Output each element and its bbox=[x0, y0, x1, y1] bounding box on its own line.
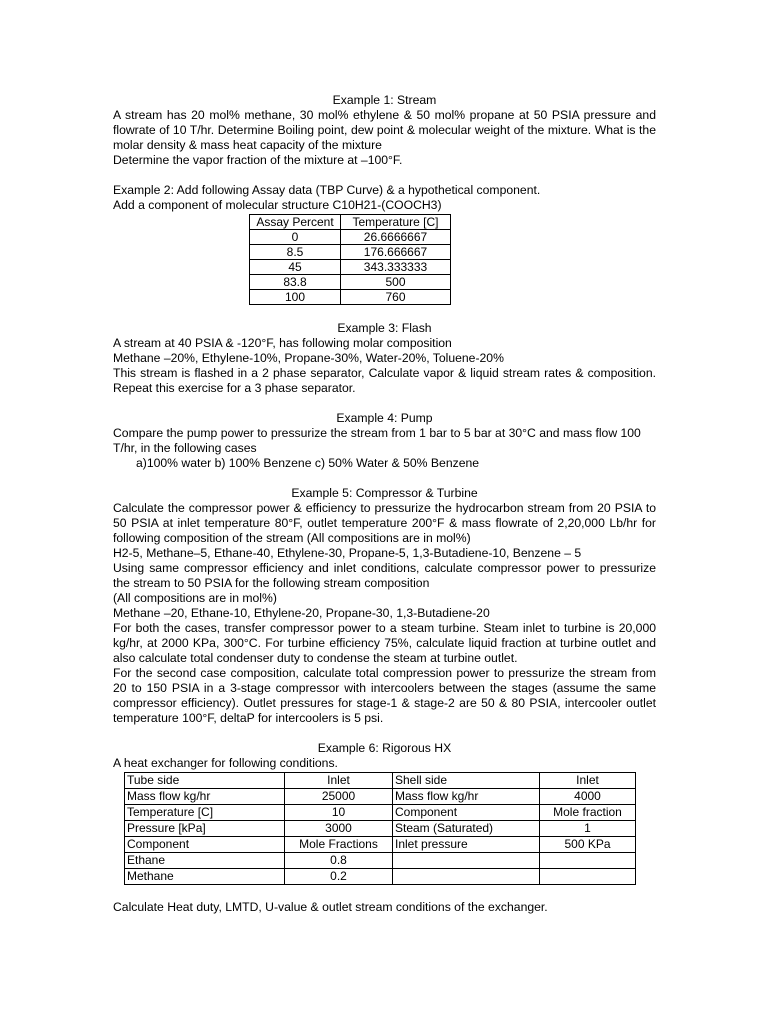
table-cell: 0 bbox=[250, 230, 341, 245]
example-5-text: Using same compressor efficiency and inlet conditions, calculate compressor power to pressurize the stream to 50 PSIA for the following stream composition bbox=[113, 561, 656, 590]
table-cell: 45 bbox=[250, 260, 341, 275]
table-cell: 0.2 bbox=[285, 869, 393, 885]
example-5-text: Calculate the compressor power & efficiency to pressurize the hydrocarbon stream from 20 PSIA to 50 PSIA at inlet temperature 80°F, outlet temperature 200°F & mass flowrate of 2,20,000 Lb/hr for following composition of the stream (All compositions are in mol%) bbox=[113, 501, 656, 545]
table-row bbox=[125, 869, 636, 885]
example-3-text: A stream at 40 PSIA & -120°F, has following molar composition bbox=[113, 336, 452, 350]
table-cell: 26.6666667 bbox=[341, 230, 451, 245]
assay-table bbox=[249, 214, 451, 305]
table-cell: Pressure [kPa] bbox=[125, 821, 285, 837]
example-6-title: Example 6: Rigorous HX bbox=[317, 741, 452, 755]
table-row bbox=[125, 853, 636, 869]
table-cell: 3000 bbox=[285, 821, 393, 837]
table-cell: Tube side bbox=[125, 773, 285, 789]
example-2-text: Add a component of molecular structure C10H21-(COOCH3) bbox=[113, 198, 442, 212]
example-6-closing: Calculate Heat duty, LMTD, U-value & outlet stream conditions of the exchanger. bbox=[113, 900, 548, 914]
table-cell: 8.5 bbox=[250, 245, 341, 260]
table-cell: Inlet bbox=[540, 773, 636, 789]
example-3-text: Methane –20%, Ethylene-10%, Propane-30%, Water-20%, Toluene-20% bbox=[113, 351, 504, 365]
table-cell: Component bbox=[125, 837, 285, 853]
table-cell: Ethane bbox=[125, 853, 285, 869]
table-cell: Mass flow kg/hr bbox=[125, 789, 285, 805]
table-cell: 25000 bbox=[285, 789, 393, 805]
table-row bbox=[250, 230, 451, 245]
table-cell: Methane bbox=[125, 869, 285, 885]
example-4-text: Compare the pump power to pressurize the stream from 1 bar to 5 bar at 30°C and mass flow 100 T/hr, in the following cases bbox=[113, 426, 641, 455]
example-5-text: H2-5, Methane–5, Ethane-40, Ethylene-30, Propane-5, 1,3-Butadiene-10, Benzene – 5 bbox=[113, 546, 582, 560]
table-cell: Shell side bbox=[393, 773, 540, 789]
table-cell: 1 bbox=[540, 821, 636, 837]
table-row bbox=[125, 821, 636, 837]
table-row bbox=[250, 260, 451, 275]
table-cell: 760 bbox=[341, 290, 451, 305]
table-header-row bbox=[250, 215, 451, 230]
example-1-title: Example 1: Stream bbox=[332, 93, 437, 107]
table-cell: 176.666667 bbox=[341, 245, 451, 260]
table-row bbox=[250, 275, 451, 290]
table-row bbox=[250, 290, 451, 305]
example-1-text: A stream has 20 mol% methane, 30 mol% ethylene & 50 mol% propane at 50 PSIA pressure and flowrate of 10 T/hr. Determine Boiling point, dew point & molecular weight of the mixture. What is the molar density & mass heat capacity of the mixture bbox=[113, 108, 656, 152]
table-cell: 0.8 bbox=[285, 853, 393, 869]
table-cell: Steam (Saturated) bbox=[393, 821, 540, 837]
table-row bbox=[125, 789, 636, 805]
table-header-cell: Temperature [C] bbox=[341, 215, 451, 230]
table-cell: Component bbox=[393, 805, 540, 821]
table-cell: Inlet bbox=[285, 773, 393, 789]
table-cell: Temperature [C] bbox=[125, 805, 285, 821]
heat-exchanger-table bbox=[124, 772, 636, 885]
table-cell bbox=[393, 853, 540, 869]
table-cell: 4000 bbox=[540, 789, 636, 805]
table-row bbox=[125, 837, 636, 853]
table-cell: 100 bbox=[250, 290, 341, 305]
example-3-text: This stream is flashed in a 2 phase separator, Calculate vapor & liquid stream rates & composition. Repeat this exercise for a 3 phase separator. bbox=[113, 366, 656, 395]
example-5-text: For both the cases, transfer compressor power to a steam turbine. Steam inlet to turbine is 20,000 kg/hr, at 2000 KPa, 300°C. For turbine efficiency 75%, calculate liquid fraction at turbine outlet and also calculate total condenser duty to condense the steam at turbine outlet. bbox=[113, 621, 656, 665]
table-cell: 500 KPa bbox=[540, 837, 636, 853]
table-header-cell: Assay Percent bbox=[250, 215, 341, 230]
table-cell: 500 bbox=[341, 275, 451, 290]
table-cell bbox=[540, 869, 636, 885]
table-cell: Inlet pressure bbox=[393, 837, 540, 853]
example-3-title: Example 3: Flash bbox=[337, 321, 432, 335]
example-1-text: Determine the vapor fraction of the mixture at –100°F. bbox=[113, 153, 403, 167]
example-5-text: Methane –20, Ethane-10, Ethylene-20, Propane-30, 1,3-Butadiene-20 bbox=[113, 606, 490, 620]
table-cell bbox=[540, 853, 636, 869]
table-row bbox=[125, 805, 636, 821]
example-6-intro: A heat exchanger for following conditions. bbox=[113, 756, 338, 770]
table-cell: Mole fraction bbox=[540, 805, 636, 821]
example-4-cases: a)100% water b) 100% Benzene c) 50% Water & 50% Benzene bbox=[136, 456, 480, 470]
example-5-text: For the second case composition, calculate total compression power to pressurize the stream from 20 to 150 PSIA in a 3-stage compressor with intercoolers between the stages (assume the same compressor efficiency). Outlet pressures for stage-1 & stage-2 are 50 & 80 PSIA, intercooler outlet temperature 100°F, deltaP for intercoolers is 5 psi. bbox=[113, 666, 656, 725]
example-2-title: Example 2: Add following Assay data (TBP Curve) & a hypothetical component. bbox=[113, 183, 541, 197]
table-row bbox=[125, 773, 636, 789]
table-cell bbox=[393, 869, 540, 885]
example-4-title: Example 4: Pump bbox=[336, 411, 433, 425]
table-cell: 343.333333 bbox=[341, 260, 451, 275]
table-cell: 83.8 bbox=[250, 275, 341, 290]
document-page bbox=[113, 93, 656, 915]
table-cell: Mass flow kg/hr bbox=[393, 789, 540, 805]
example-5-text: (All compositions are in mol%) bbox=[113, 591, 277, 605]
example-5-title: Example 5: Compressor & Turbine bbox=[291, 486, 478, 500]
table-cell: 10 bbox=[285, 805, 393, 821]
table-cell: Mole Fractions bbox=[285, 837, 393, 853]
table-row bbox=[250, 245, 451, 260]
